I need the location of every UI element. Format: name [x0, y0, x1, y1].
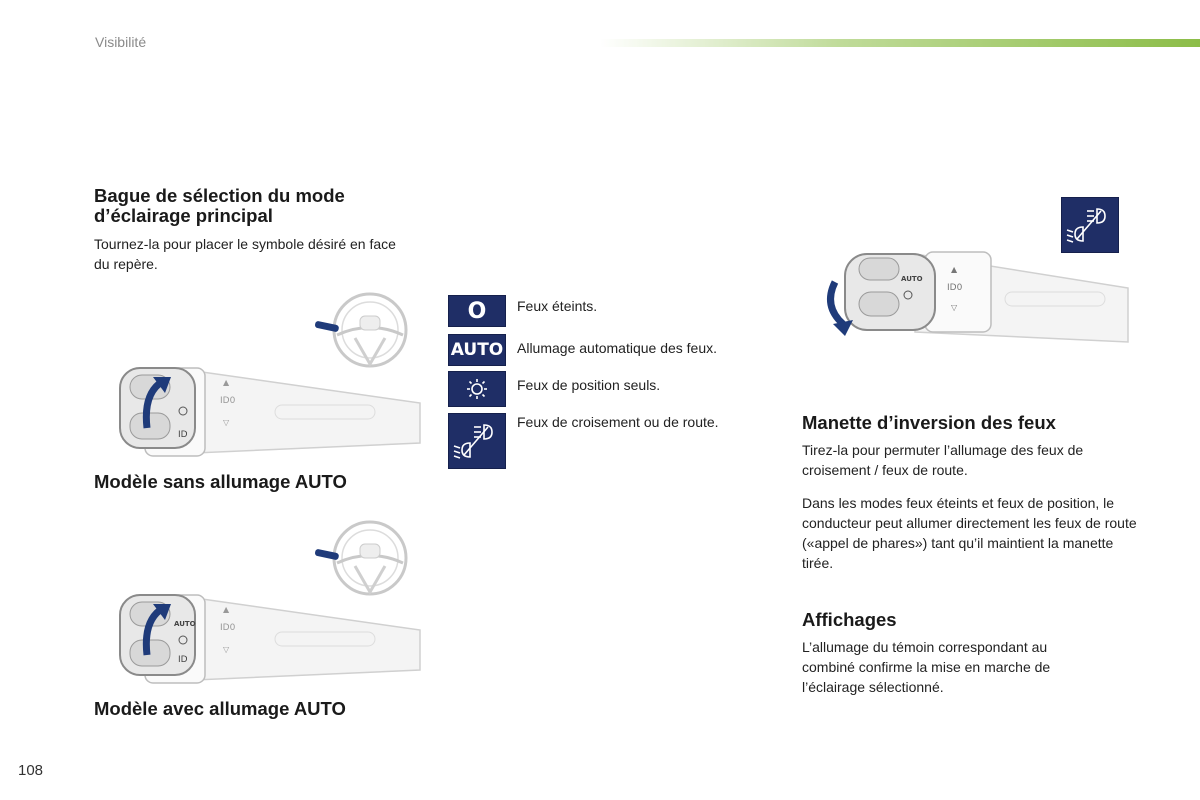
stalk-paragraph-1: Tirez-la pour permuter l’allumage des feux de croisement / feux de route. — [802, 442, 1084, 478]
section-title-main: Bague de sélection du mode d’éclairage principal — [94, 185, 345, 226]
legend-beam-text: Feux de croisement ou de route. — [517, 414, 719, 430]
model-with-auto-title: Modèle avec allumage AUTO — [94, 698, 346, 719]
off-icon — [448, 295, 506, 327]
svg-text:ID0: ID0 — [220, 396, 236, 406]
svg-text:▲: ▲ — [223, 378, 230, 387]
display-paragraph: L’allumage du témoin correspondant au combiné confirme la mise en marche de l’éclairage sélectionné. — [802, 639, 1051, 695]
dipped-main-beam-icon — [448, 413, 506, 469]
stalk-illustration-with-auto — [115, 590, 420, 690]
svg-text:▲: ▲ — [223, 605, 230, 614]
dipped-main-beam-icon-right — [1061, 197, 1119, 253]
auto-icon-symbol: AUTO — [450, 340, 504, 360]
section-label: Visibilité — [95, 34, 147, 50]
sun-icon — [466, 378, 488, 400]
headlight-beam-icon — [1067, 205, 1113, 245]
page-number: 108 — [18, 762, 44, 779]
legend-position-text: Feux de position seuls. — [517, 377, 661, 393]
off-icon-symbol: O — [467, 298, 487, 324]
svg-text:▲: ▲ — [951, 265, 958, 274]
legend-off-text: Feux éteints. — [517, 298, 598, 314]
stalk-illustration-without-auto — [115, 363, 420, 463]
svg-text:ID: ID — [178, 655, 188, 665]
svg-text:AUTO: AUTO — [901, 275, 923, 283]
position-lights-icon — [448, 371, 506, 407]
svg-text:▽: ▽ — [223, 418, 230, 427]
header-bar — [600, 39, 1200, 47]
svg-text:ID: ID — [178, 430, 188, 440]
auto-icon — [448, 334, 506, 366]
stalk-section-title: Manette d’inversion des feux — [802, 412, 1056, 433]
svg-text:▽: ▽ — [223, 645, 230, 654]
model-without-auto-title: Modèle sans allumage AUTO — [94, 471, 347, 492]
svg-text:ID0: ID0 — [220, 623, 236, 633]
steering-wheel-illustration-1 — [315, 290, 410, 370]
main-description: Tournez-la pour placer le symbole désiré en face du repère. — [94, 236, 396, 272]
svg-text:ID0: ID0 — [947, 283, 963, 293]
legend-auto-text: Allumage automatique des feux. — [517, 340, 718, 356]
stalk-paragraph-2: Dans les modes feux éteints et feux de position, le conducteur peut allumer directement les feux de route («appel de phares») tant qu’il maintient la manette tirée. — [802, 495, 1137, 571]
stalk-illustration-flip — [815, 248, 1130, 338]
stalk-auto-label: AUTO — [174, 620, 196, 628]
svg-text:▽: ▽ — [951, 303, 958, 312]
headlight-beam-icon — [454, 421, 500, 461]
display-section-title: Affichages — [802, 609, 897, 630]
steering-wheel-illustration-2 — [315, 518, 410, 598]
